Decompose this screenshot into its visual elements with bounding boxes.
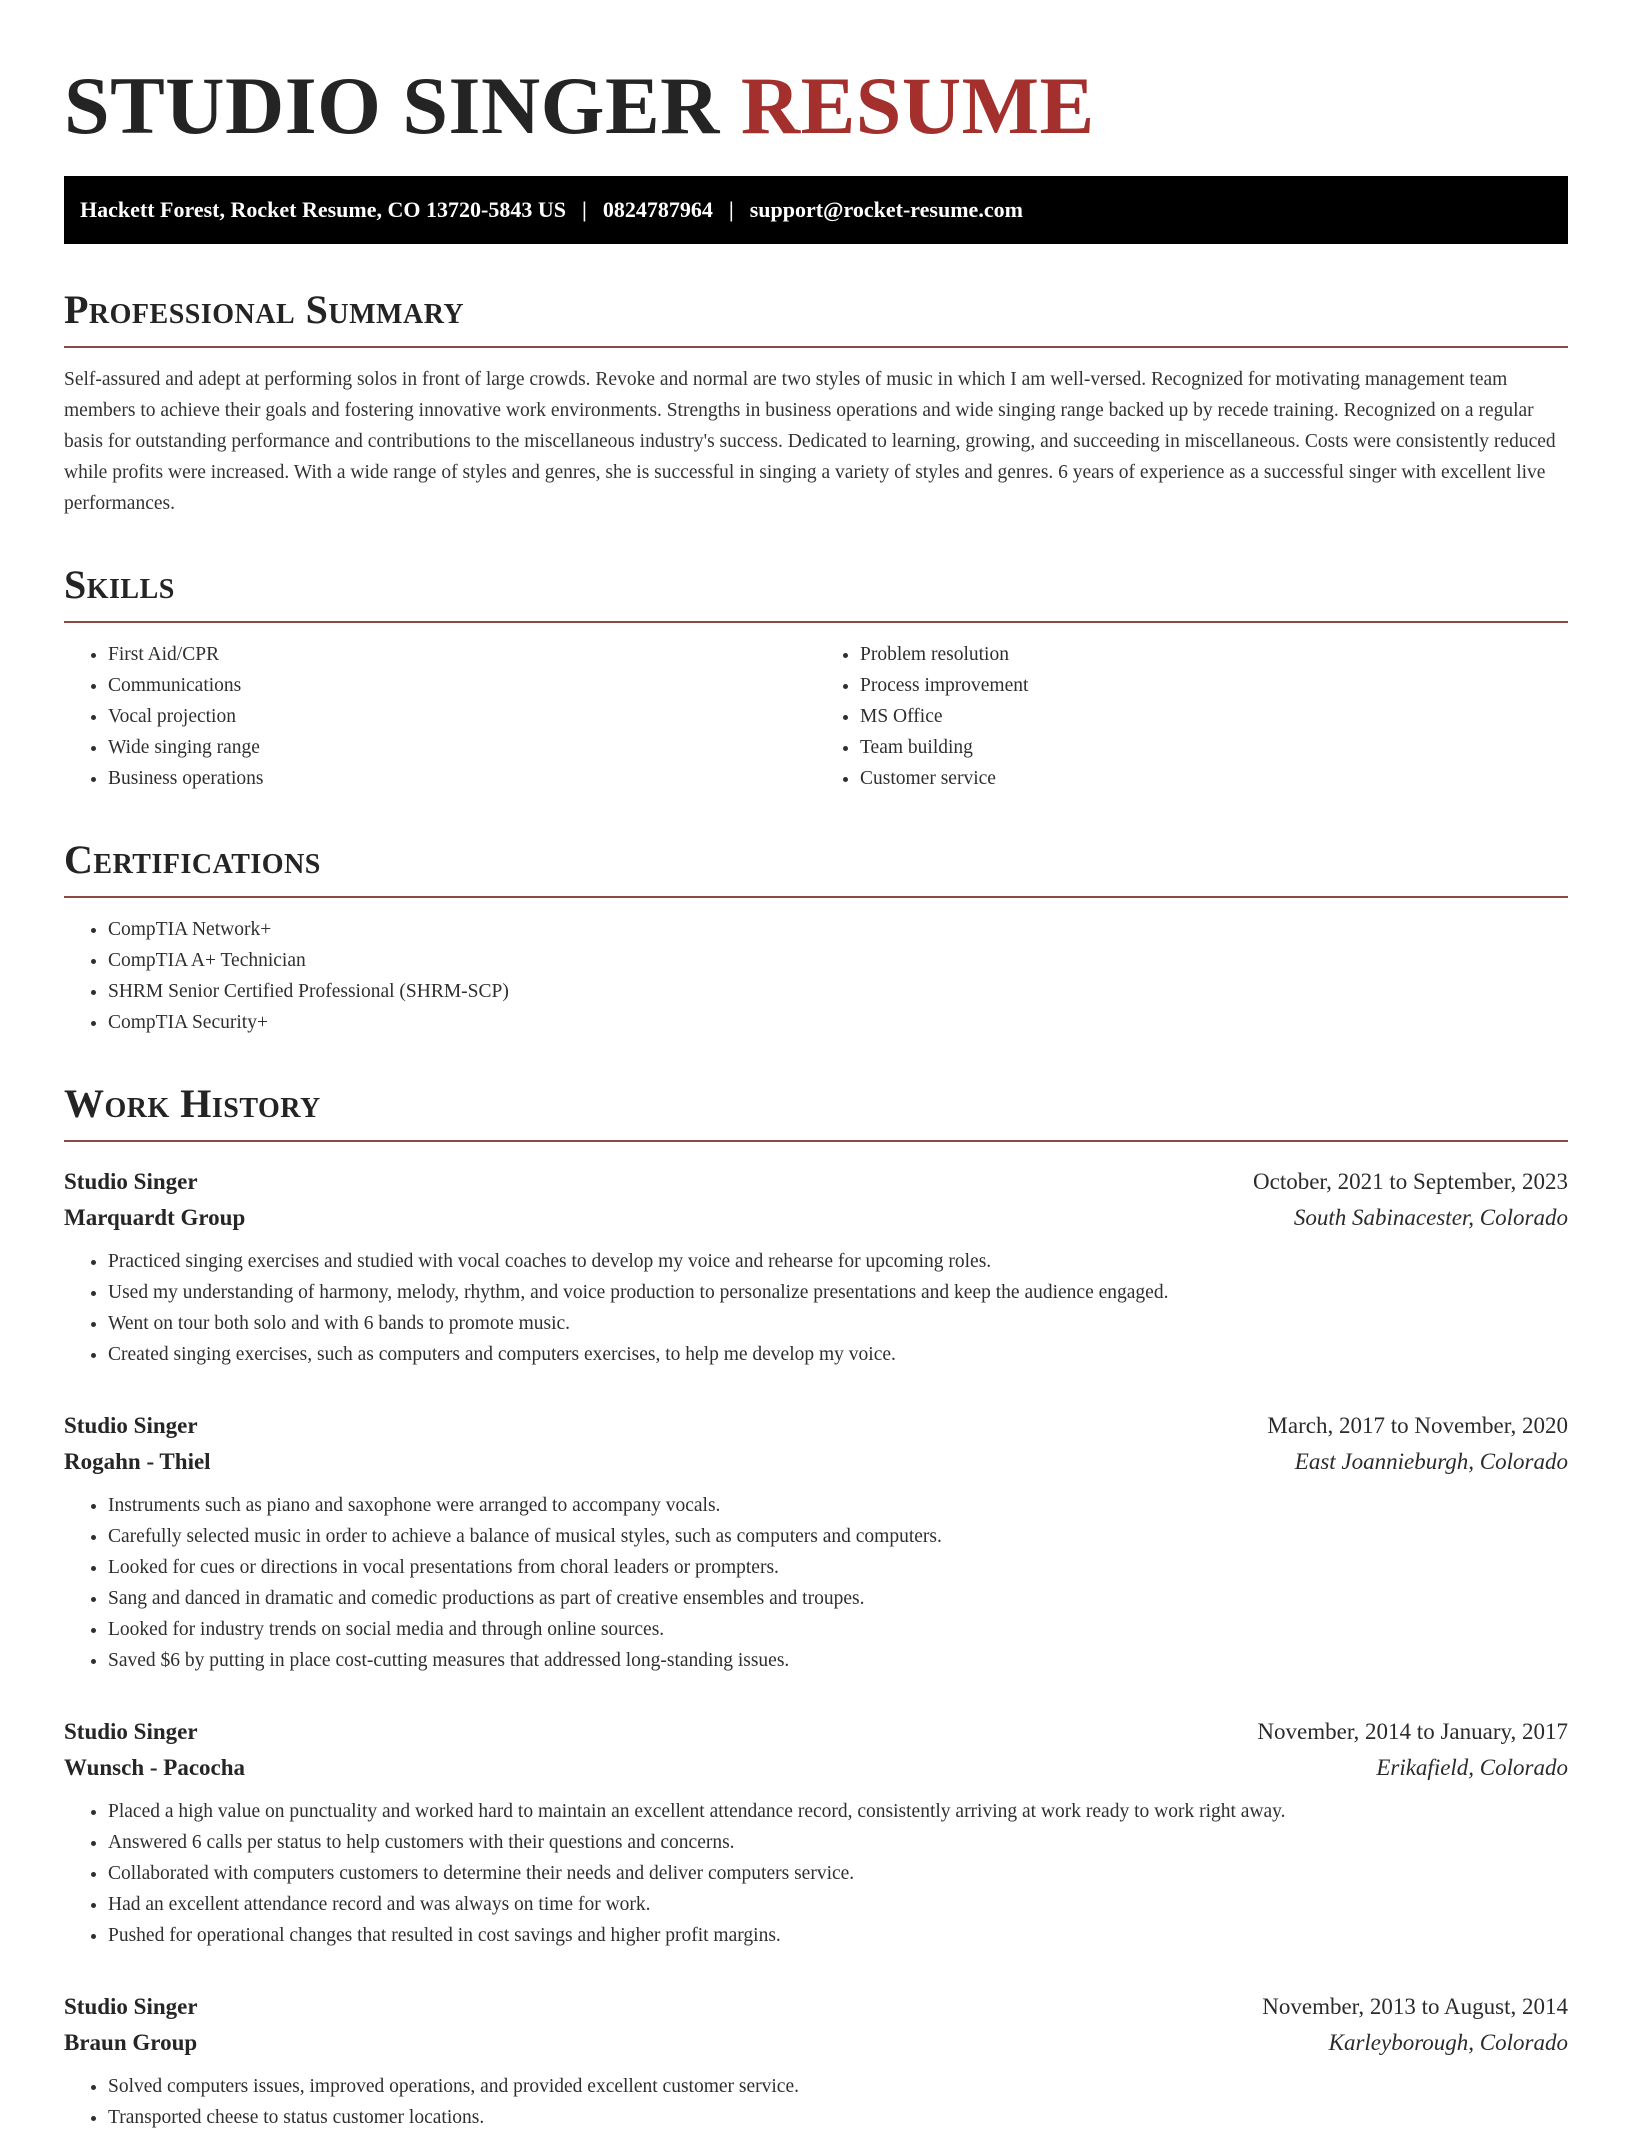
job-duties-list (64, 1796, 1568, 1951)
job-title: Studio Singer (64, 1169, 198, 1194)
job-company-row (64, 1200, 1568, 1236)
job-dates: November, 2013 to August, 2014 (1262, 1994, 1568, 2019)
job-header-row (64, 1408, 1568, 1444)
job-company-row (64, 1750, 1568, 1786)
job-duty: • Created singing exercises, such as computers and computers exercises, to help me develop my voice. (108, 1339, 1568, 1370)
job-duties-list (64, 1490, 1568, 1676)
job-duty: • Instruments such as piano and saxophone were arranged to accompany vocals. (108, 1490, 1568, 1521)
job-entry (64, 1714, 1568, 1951)
section-divider (64, 346, 1568, 348)
job-header-row (64, 1989, 1568, 2025)
job-duty: • Sang and danced in dramatic and comedic productions as part of creative ensembles and troupes. (108, 1583, 1568, 1614)
certifications-section (64, 838, 1568, 1038)
job-duty: • Transported cheese to status customer locations. (108, 2102, 1568, 2133)
section-title-work-history: Work History (64, 1081, 321, 1126)
skill-item: • Problem resolution (860, 639, 1568, 670)
skills-grid (64, 623, 1568, 794)
resume-title-main: STUDIO SINGER (64, 60, 720, 151)
certification-item: • CompTIA Network+ (108, 914, 1568, 945)
job-company-row (64, 2025, 1568, 2061)
skill-item: • First Aid/CPR (108, 639, 816, 670)
job-entry (64, 1408, 1568, 1676)
contact-address: Hackett Forest, Rocket Resume, CO 13720-5843 US (80, 197, 566, 222)
skill-item: • Process improvement (860, 670, 1568, 701)
job-duty: • Placed a high value on punctuality and worked hard to maintain an excellent attendance record, consistently arriving at work ready to work right away. (108, 1796, 1568, 1827)
job-duty: • Went on tour both solo and with 6 bands to promote music. (108, 1308, 1568, 1339)
contact-bar (64, 176, 1568, 244)
certification-item: • CompTIA A+ Technician (108, 945, 1568, 976)
job-company-row (64, 1444, 1568, 1480)
work-history-section (64, 1082, 1568, 2133)
section-divider (64, 896, 1568, 898)
skills-section (64, 563, 1568, 794)
contact-separator: | (581, 197, 587, 222)
job-company: Wunsch - Pacocha (64, 1755, 246, 1780)
summary-text: Self-assured and adept at performing solos in front of large crowds. Revoke and normal are two styles of music in which I am well-versed. Recognized for motivating management team members to achieve their goals and fostering innovative work environments. Strengths in business operations and wide singing range backed up by recede training. Recognized on a regular basis for outstanding performance and contributions to the miscellaneous industry's success. Dedicated to learning, growing, and succeeding in miscellaneous. Costs were consistently reduced while profits were increased. With a wide range of styles and genres, she is successful in singing a variety of styles and genres. 6 years of experience as a successful singer with excellent live performances. (64, 369, 1556, 514)
job-dates: October, 2021 to September, 2023 (1253, 1169, 1568, 1194)
job-title: Studio Singer (64, 1413, 198, 1438)
job-duty: • Collaborated with computers customers to determine their needs and deliver computers service. (108, 1858, 1568, 1889)
job-company: Marquardt Group (64, 1205, 246, 1230)
job-duty: • Had an excellent attendance record and was always on time for work. (108, 1889, 1568, 1920)
section-title-certifications: Certifications (64, 837, 321, 882)
skill-item: • Vocal projection (108, 701, 816, 732)
job-location: Karleyborough, Colorado (1328, 2030, 1568, 2055)
resume-title-accent: RESUME (740, 60, 1095, 151)
contact-separator: | (728, 197, 734, 222)
job-header-row (64, 1714, 1568, 1750)
job-duty: • Used my understanding of harmony, melody, rhythm, and voice production to personalize presentations and keep the audience engaged. (108, 1277, 1568, 1308)
skills-list-left (64, 639, 816, 794)
job-location: Erikafield, Colorado (1376, 1755, 1568, 1780)
job-duty: • Practiced singing exercises and studied with vocal coaches to develop my voice and rehearse for upcoming roles. (108, 1246, 1568, 1277)
job-entry (64, 1164, 1568, 1370)
job-dates: March, 2017 to November, 2020 (1267, 1413, 1568, 1438)
skill-item: • Wide singing range (108, 732, 816, 763)
job-title: Studio Singer (64, 1994, 198, 2019)
job-entry (64, 1989, 1568, 2133)
skill-item: • Business operations (108, 763, 816, 794)
job-duty: • Pushed for operational changes that resulted in cost savings and higher profit margins. (108, 1920, 1568, 1951)
skill-item: • Team building (860, 732, 1568, 763)
job-duty: • Carefully selected music in order to achieve a balance of musical styles, such as computers and computers. (108, 1521, 1568, 1552)
contact-email: support@rocket-resume.com (749, 197, 1023, 222)
skill-item: • Customer service (860, 763, 1568, 794)
certification-item: • SHRM Senior Certified Professional (SHRM-SCP) (108, 976, 1568, 1007)
section-title-summary: Professional Summary (64, 287, 465, 332)
resume-title (64, 0, 1568, 152)
job-duties-list (64, 2071, 1568, 2133)
job-duty: • Solved computers issues, improved operations, and provided excellent customer service. (108, 2071, 1568, 2102)
job-location: South Sabinacester, Colorado (1293, 1205, 1568, 1230)
job-company: Rogahn - Thiel (64, 1449, 211, 1474)
job-header-row (64, 1164, 1568, 1200)
skill-item: • Communications (108, 670, 816, 701)
summary-section (64, 288, 1568, 519)
job-duty: • Looked for industry trends on social media and through online sources. (108, 1614, 1568, 1645)
job-location: East Joannieburgh, Colorado (1294, 1449, 1568, 1474)
job-company: Braun Group (64, 2030, 198, 2055)
job-duty: • Saved $6 by putting in place cost-cutting measures that addressed long-standing issues. (108, 1645, 1568, 1676)
skill-item: • MS Office (860, 701, 1568, 732)
job-dates: November, 2014 to January, 2017 (1257, 1719, 1568, 1744)
job-duty: • Looked for cues or directions in vocal presentations from choral leaders or prompters. (108, 1552, 1568, 1583)
job-duty: • Answered 6 calls per status to help customers with their questions and concerns. (108, 1827, 1568, 1858)
section-title-skills: Skills (64, 562, 175, 607)
contact-phone: 0824787964 (602, 197, 713, 222)
section-divider (64, 1140, 1568, 1142)
skills-list-right (816, 639, 1568, 794)
job-title: Studio Singer (64, 1719, 198, 1744)
job-duties-list (64, 1246, 1568, 1370)
certification-item: • CompTIA Security+ (108, 1007, 1568, 1038)
certifications-list (64, 914, 1568, 1038)
